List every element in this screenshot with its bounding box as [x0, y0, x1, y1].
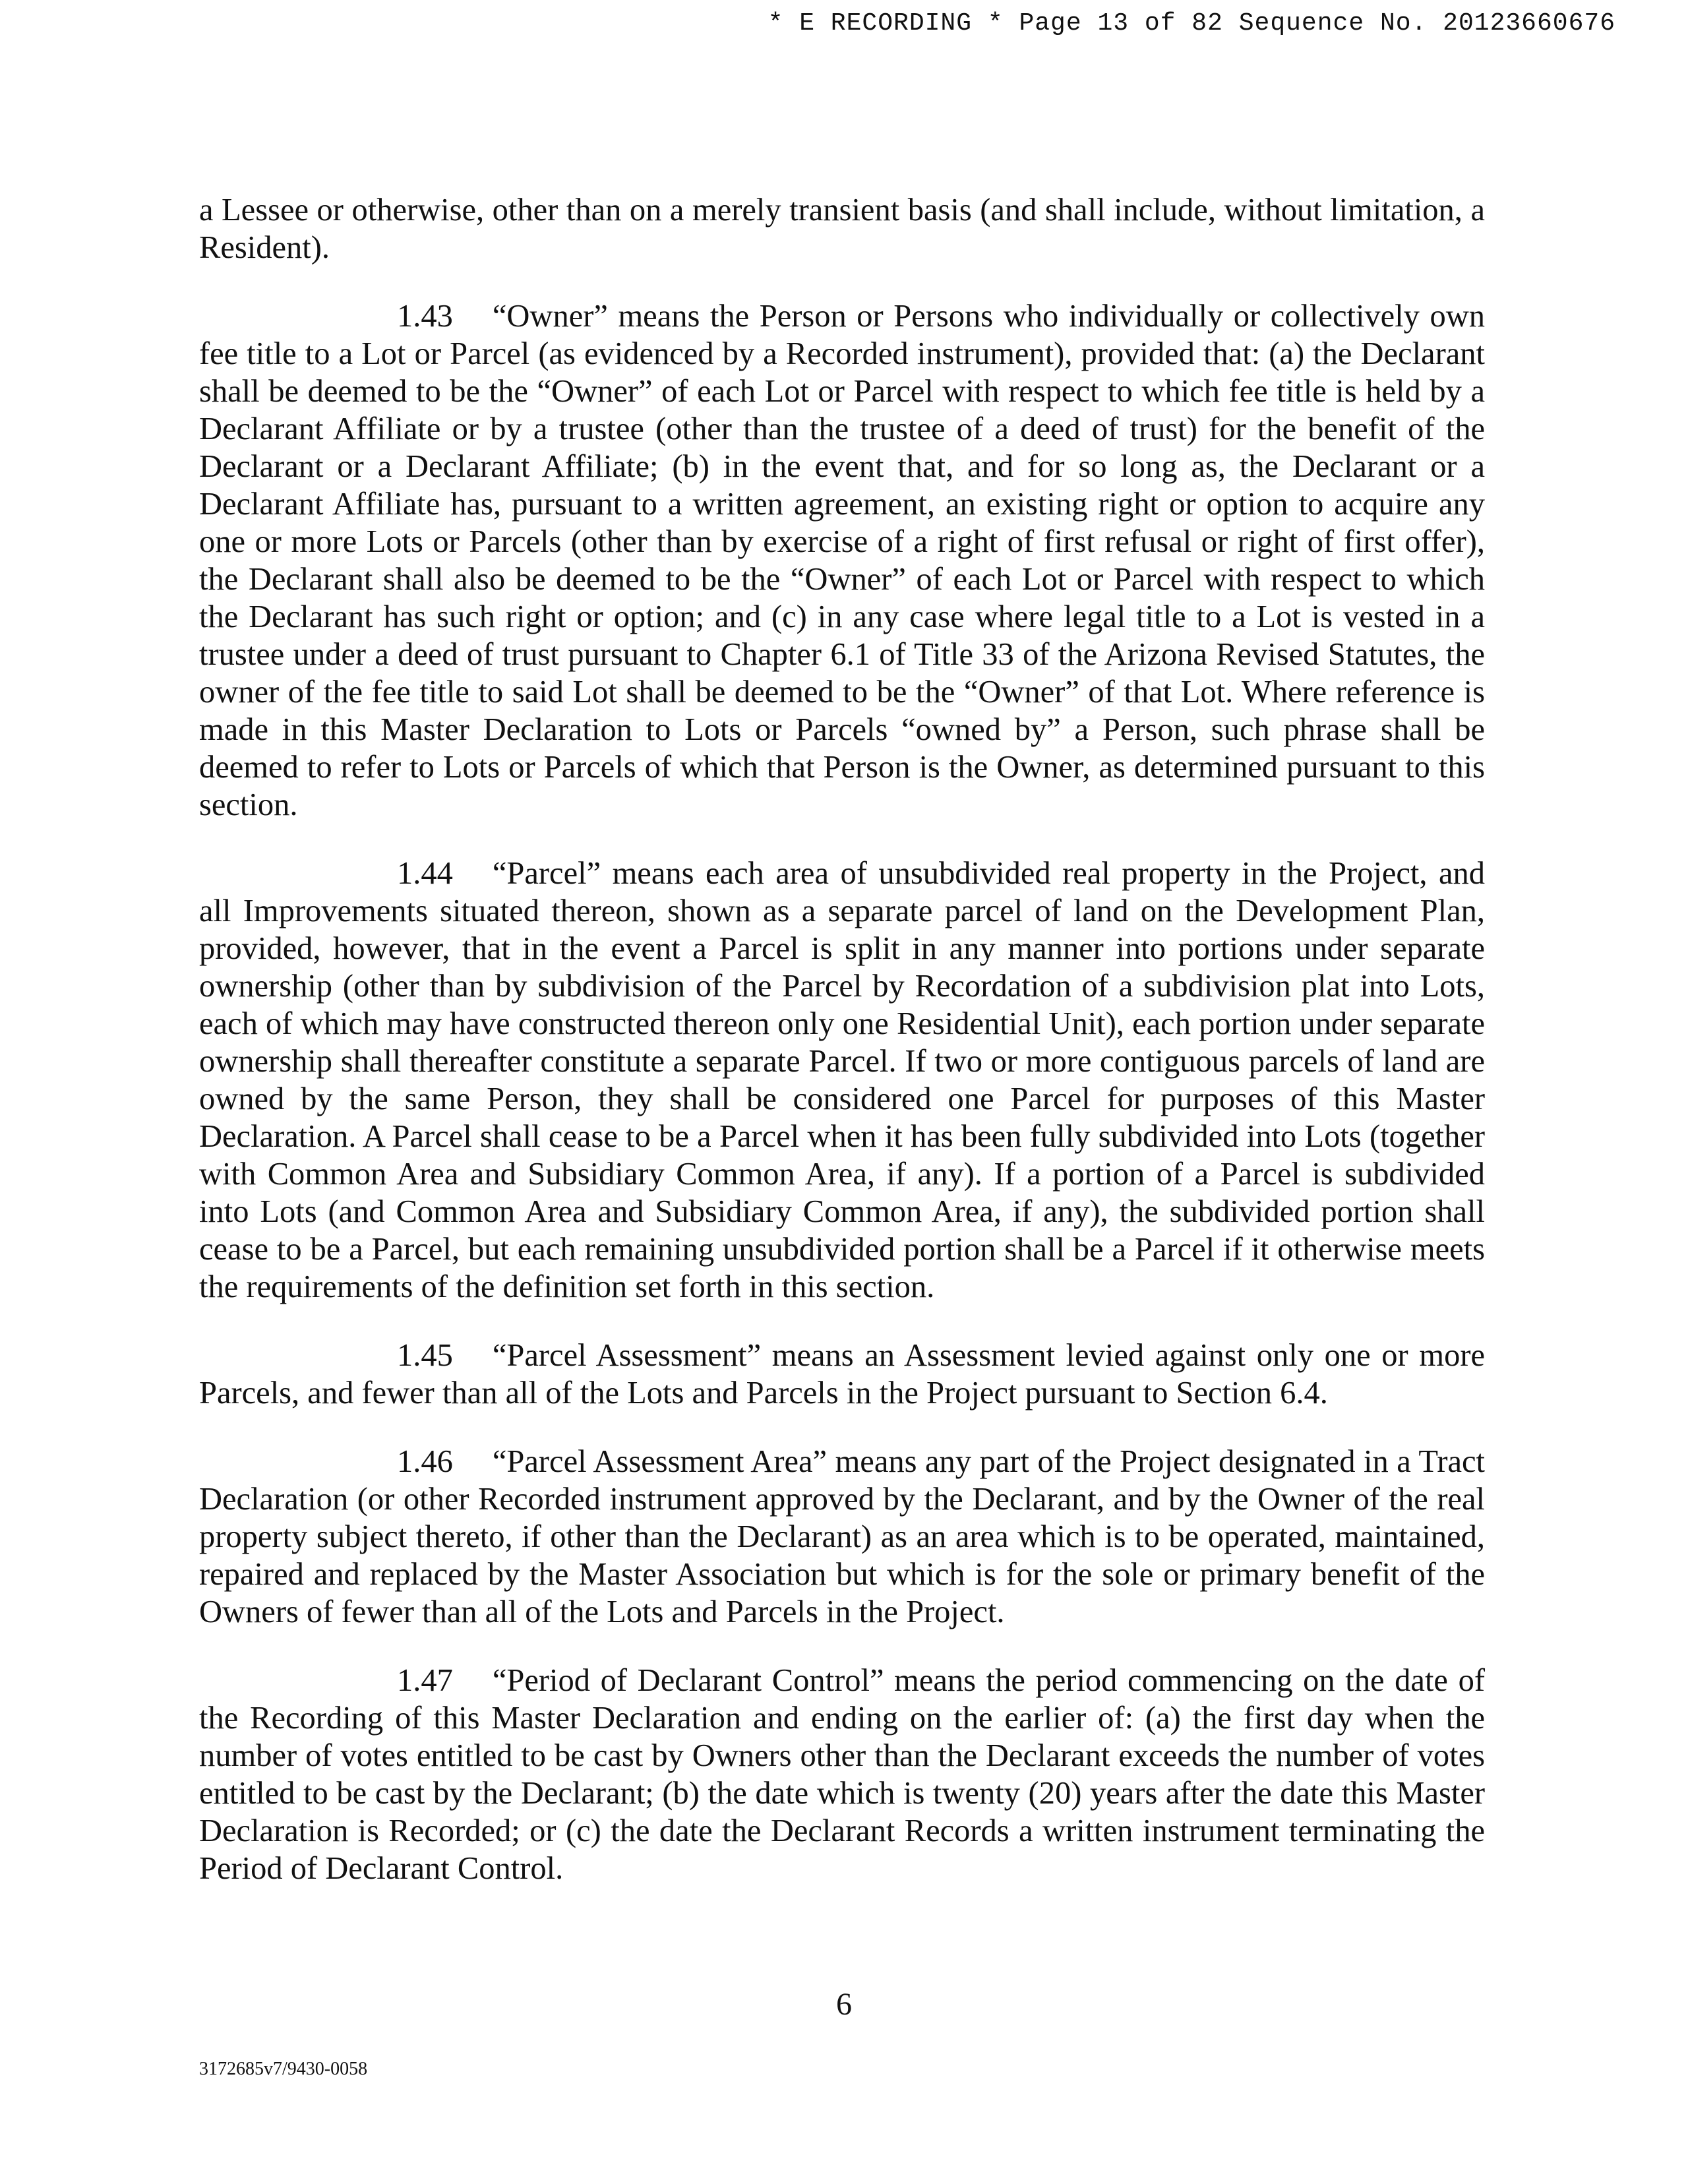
section-number: 1.47 [397, 1663, 453, 1698]
section-number: 1.43 [397, 299, 453, 334]
section-1-46 [199, 1443, 1485, 1631]
section-number: 1.46 [397, 1444, 453, 1479]
section-number: 1.45 [397, 1338, 453, 1373]
continuation-paragraph: a Lessee or otherwise, other than on a merely transient basis (and shall include, without limitation, a Resident). [199, 193, 1485, 265]
recording-header: * E RECORDING * Page 13 of 82 Sequence No. 20123660676 [768, 9, 1615, 38]
section-1-47 [199, 1662, 1485, 1887]
section-text: “Period of Declarant Control” means the period commencing on the date of the Recording of this Master Declaration and ending on the earlier of: (a) the first day when the number of votes entitled to be cast by Owners other than the Declarant exceeds the number of votes entitled to be cast by the Declarant; (b) the date which is twenty (20) years after the date this Master Declaration is Recorded; or (c) the date the Declarant Records a written instrument terminating the Period of Declarant Control. [199, 1663, 1485, 1886]
section-1-44 [199, 855, 1485, 1306]
page-number: 6 [836, 1987, 852, 2022]
section-1-45 [199, 1337, 1485, 1412]
section-text: “Owner” means the Person or Persons who individually or collectively own fee title to a Lot or Parcel (as evidenced by a Recorded instrument), provided that: (a) the Declarant shall be deemed to be the “Owner” of each Lot or Parcel with respect to which fee title is held by a Declarant Affiliate or by a trustee (other than the trustee of a deed of trust) for the benefit of the Declarant or a Declarant Affiliate; (b) in the event that, and for so long as, the Declarant or a Declarant Affiliate has, pursuant to a written agreement, an existing right or option to acquire any one or more Lots or Parcels (other than by exercise of a right of first refusal or right of first offer), the Declarant shall also be deemed to be the “Owner” of each Lot or Parcel with respect to which the Declarant has such right or option; and (c) in any case where legal title to a Lot is vested in a trustee under a deed of trust pursuant to Chapter 6.1 of Title 33 of the Arizona Revised Statutes, the owner of the fee title to said Lot shall be deemed to be the “Owner” of that Lot. Where reference is made in this Master Declaration to Lots or Parcels “owned by” a Person, such phrase shall be deemed to refer to Lots or Parcels of which that Person is the Owner, as determined pursuant to this section. [199, 299, 1485, 822]
section-1-43 [199, 297, 1485, 824]
section-text: “Parcel” means each area of unsubdivided real property in the Project, and all Improvements situated thereon, shown as a separate parcel of land on the Development Plan, provided, however, that in the event a Parcel is split in any manner into portions under separate ownership (other than by subdivision of the Parcel by Recordation of a subdivision plat into Lots, each of which may have constructed thereon only one Residential Unit), each portion under separate ownership shall thereafter constitute a separate Parcel. If two or more contiguous parcels of land are owned by the same Person, they shall be considered one Parcel for purposes of this Master Declaration. A Parcel shall cease to be a Parcel when it has been fully subdivided into Lots (together with Common Area and Subsidiary Common Area, if any). If a portion of a Parcel is subdivided into Lots (and Common Area and Subsidiary Common Area, if any), the subdivided portion shall cease to be a Parcel, but each remaining unsubdivided portion shall be a Parcel if it otherwise meets the requirements of the definition set forth in this section. [199, 856, 1485, 1304]
section-number: 1.44 [397, 856, 453, 891]
section-text: “Parcel Assessment Area” means any part of the Project designated in a Tract Declaration (or other Recorded instrument approved by the Declarant, and by the Owner of the real property subject thereto, if other than the Declarant) as an area which is to be operated, maintained, repaired and replaced by the Master Association but which is for the sole or primary benefit of the Owners of fewer than all of the Lots and Parcels in the Project. [199, 1444, 1485, 1629]
document-id: 3172685v7/9430-0058 [199, 2059, 368, 2079]
document-body [199, 191, 1485, 1918]
section-text: “Parcel Assessment” means an Assessment levied against only one or more Parcels, and fewer than all of the Lots and Parcels in the Project pursuant to Section 6.4. [199, 1338, 1485, 1410]
